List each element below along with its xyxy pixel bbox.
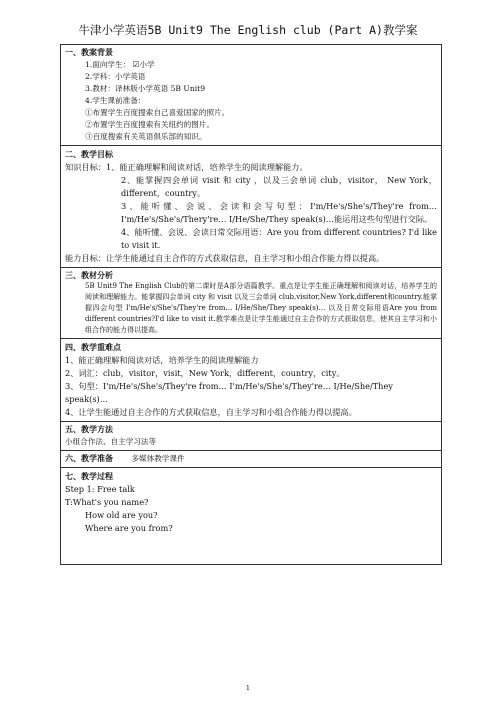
section-heading: 五、教学方法: [65, 425, 113, 434]
list-item: ③百度搜索有关英语俱乐部的知识。: [85, 132, 207, 141]
list-item: Step 1: Free talk: [65, 484, 135, 494]
list-item: How old are you?: [85, 510, 158, 520]
list-item: 2、词汇：club，visitor，visit，New York，different，country，city。: [65, 368, 345, 378]
section-preparation: [61, 451, 441, 468]
section-analysis: [61, 268, 441, 339]
list-item: 1、能正确理解和阅读对话，培养学生的阅读理解能力: [65, 355, 259, 365]
objective-line: 能力目标：让学生能通过自主合作的方式获取信息，自主学习和小组合作能力得以提高。: [65, 253, 385, 263]
section-key-points: [61, 339, 441, 422]
lesson-plan-table: [60, 44, 442, 565]
list-item: Where are you from?: [85, 523, 173, 533]
list-item: 1.面向学生： ☑小学: [85, 60, 155, 69]
section-heading: 一、教案背景: [65, 48, 113, 57]
section-process: [61, 468, 441, 564]
preparation-text: 多媒体教学课件: [131, 454, 185, 463]
section-heading: 三、教材分析: [65, 271, 113, 280]
list-item: ①布置学生百度搜索自己喜爱国家的照片。: [85, 108, 230, 117]
list-item: 3、句型：I'm/He's/She's/They're from… I'm/He's/She's/They're… I/He/She/They speak(s)…: [65, 381, 393, 404]
objective-line: 2、能掌握四会单词 visit 和 city ，以及三会单词 club，visitor， New York，different，country。: [121, 175, 437, 198]
analysis-text: 5B Unit9 The English Club的第二课时是A部分语篇教学。重点是让学生能正确理解和阅读对话，培养学生的阅读和理解能力。能掌握四会单词 city 和 visit 以及三会单词 club,visitor,New York,different和country.能掌握四会句型 I'm/He's/She's/They're from… I/He/She/They speak(s)… 以及日常交际用语Are you from different countries?I'd like to visit it.教学难点是让学生能通过自主合作的方式获取信息，使其自主学习和小组合作的能力得以提高。: [85, 282, 437, 334]
section-heading: 四、教学重难点: [65, 343, 121, 352]
list-item: 3.教材：译林版小学英语 5B Unit9: [85, 84, 206, 93]
section-heading: 六、教学准备: [65, 454, 113, 463]
list-item: 2.学科：小学英语: [85, 72, 146, 81]
objective-line: 3、能听懂、会说、会读和会写句型：I'm/He's/She's/They're from… I'm/He's/She's/Thery're… I/He/She/They speak(s)…能运用这些句型进行交际。: [121, 201, 437, 224]
list-item: ②布置学生百度搜索有关纽约的图片。: [85, 120, 215, 129]
list-item: T:What's you name?: [65, 497, 149, 507]
section-methods: [61, 422, 441, 451]
objective-line: 4、能听懂、会说、会读日常交际用语：Are you from different countries? I'd like to visit it.: [121, 227, 437, 250]
section-heading: 二、教学目标: [65, 150, 113, 159]
page-number: 1: [245, 684, 251, 692]
section-background: [61, 45, 441, 146]
methods-text: 小组合作法、自主学习法等: [65, 437, 157, 446]
list-item: 4.学生课前准备：: [85, 96, 146, 105]
section-objectives: [61, 146, 441, 268]
objective-line: 知识目标：1、能正确理解和阅读对话，培养学生的阅读理解能力。: [65, 162, 308, 172]
section-heading: 七、教学过程: [65, 472, 113, 481]
list-item: 4、让学生能通过自主合作的方式获取信息，自主学习和小组合作能力得以提高。: [65, 407, 357, 417]
document-title: 牛津小学英语5B Unit9 The English club (Part A)教学案: [78, 23, 418, 37]
